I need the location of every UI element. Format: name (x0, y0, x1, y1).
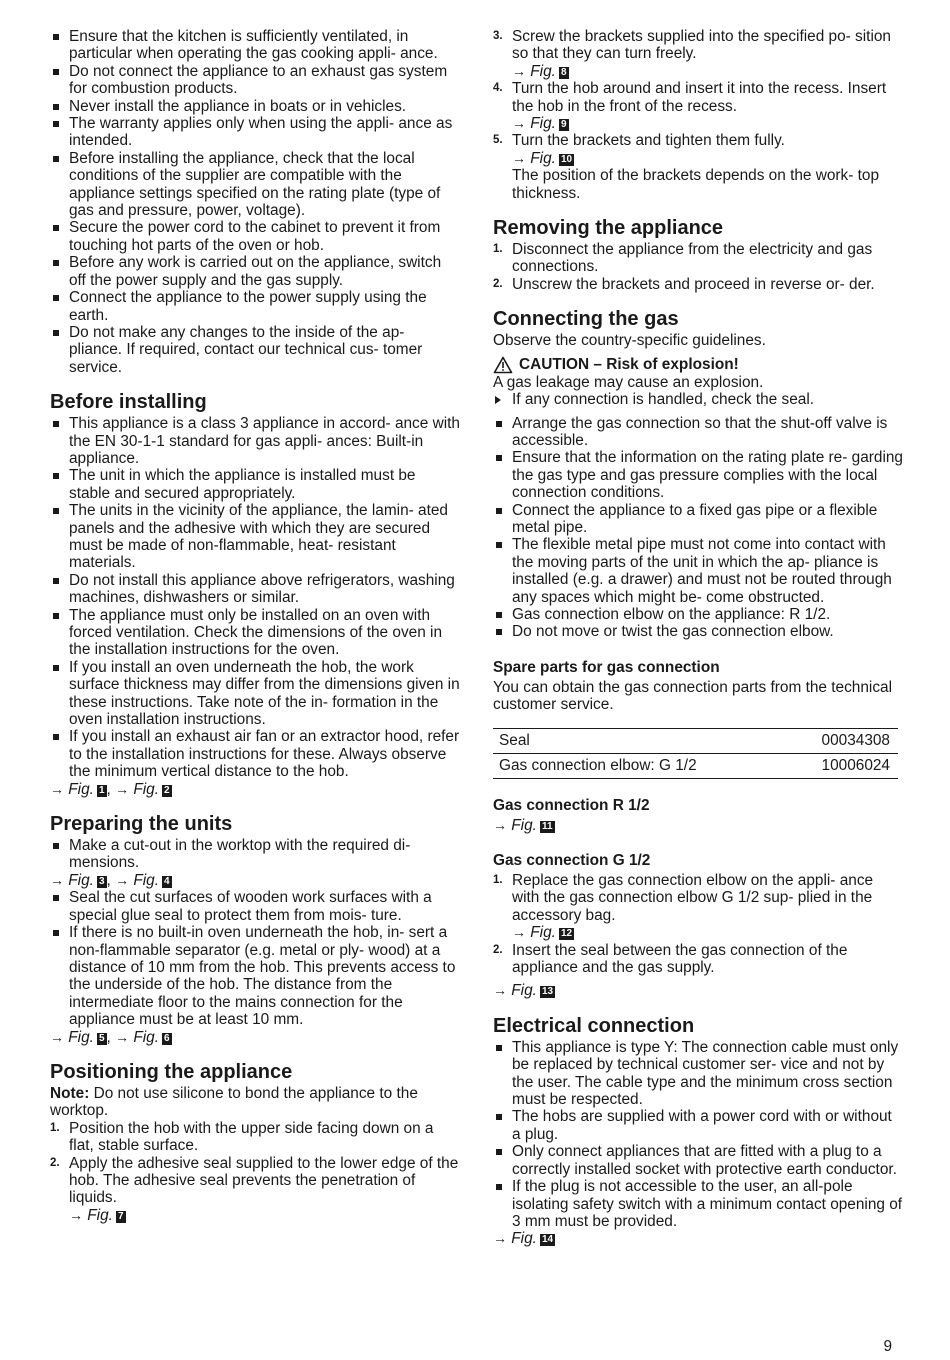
figure-reference: → Fig. 5 , → Fig. 6 (50, 1028, 170, 1046)
bullet-icon (53, 578, 59, 584)
bullet-icon (496, 629, 502, 635)
caution-text: A gas leakage may cause an explosion. (493, 373, 764, 391)
bullet-icon (496, 542, 502, 548)
bullet-icon (53, 69, 59, 75)
bullet-icon (496, 1184, 502, 1190)
list-item: Arrange the gas connection so that the shut-off valve is accessible. (493, 415, 903, 450)
figure-reference: → Fig. 3 , → Fig. 4 (50, 871, 170, 889)
list-item: Before any work is carried out on the appliance, switch off the power supply and the gas supply. (50, 254, 460, 289)
list-item: Never install the appliance in boats or in vehicles. (50, 98, 460, 115)
list-item: Do not make any changes to the inside of the ap- pliance. If required, contact our technical cus- tomer service. (50, 324, 460, 376)
list-item: Gas connection elbow on the appliance: R 1/2. (493, 606, 903, 623)
section-title-before-installing: Before installing (50, 391, 207, 414)
step-item: 1. Position the hob with the upper side facing down on a flat, stable surface. (50, 1119, 434, 1155)
bullet-icon (53, 421, 59, 427)
intro-bullet-list (50, 28, 460, 376)
bullet-icon (53, 121, 59, 127)
figure-number-badge: 11 (541, 820, 553, 832)
figure-reference: → Fig. 1 , → Fig. 2 (50, 780, 170, 798)
warning-triangle-icon (493, 356, 513, 374)
step-item: 4. Turn the hob around and insert it into the recess. Insert the hob in the front of the recess. (493, 80, 887, 115)
list-item: The hobs are supplied with a power cord with or without a plug. (493, 1108, 903, 1143)
arrow-right-icon: → (115, 1028, 130, 1045)
before-installing-list (50, 415, 460, 781)
figure-number-badge: 7 (117, 1210, 124, 1222)
list-item: This appliance is type Y: The connection cable must only be replaced by technical customer ser- vice and not by the user. The cable type and the minimum cross section must be respected. (493, 1039, 903, 1109)
bullet-icon (53, 104, 59, 110)
arrow-right-icon: → (69, 1206, 83, 1223)
arrow-right-icon: → (50, 871, 64, 888)
bullet-icon (53, 665, 59, 671)
arrow-right-icon: → (512, 62, 526, 79)
bullet-icon (496, 612, 502, 618)
right-column (493, 28, 903, 1248)
list-item: Do not install this appliance above refrigerators, washing machines, dishwashers or similar. (50, 572, 460, 607)
table-row (493, 728, 898, 753)
list-item: Connect the appliance to the power supply using the earth. (50, 289, 460, 324)
list-item: If there is no built-in oven underneath the hob, in- sert a non-flammable separator (e.g. metal or ply- wood) at a distance of 10 mm from the hob. This prevents access to the underside of the hob. The distance from the intermediate floor to the mains connection for the appliance must be at least 10 mm. (50, 924, 460, 1028)
subsection-title-spare-parts: Spare parts for gas connection (493, 658, 720, 676)
figure-number-badge: 2 (164, 784, 170, 796)
spare-parts-text: You can obtain the gas connection parts from the technical customer service. (493, 678, 892, 714)
list-item: Secure the power cord to the cabinet to prevent it from touching hot parts of the oven or hob. (50, 219, 460, 254)
arrow-right-icon: → (512, 115, 526, 132)
list-item: Ensure that the information on the rating plate re- garding the gas type and gas pressure complies with the local connection conditions. (493, 449, 903, 501)
list-item: Do not connect the appliance to an exhaust gas system for combustion products. (50, 63, 460, 98)
section-title-preparing-units: Preparing the units (50, 813, 233, 836)
list-item: The unit in which the appliance is installed must be stable and secured appropriately. (50, 467, 460, 502)
step-item: 3. Screw the brackets supplied into the specified po- sition so that they can turn freely. (493, 28, 891, 63)
arrow-right-icon: → (50, 780, 64, 797)
list-item: Seal the cut surfaces of wooden work surfaces with a special glue seal to protect them from mois- ture. (50, 889, 460, 924)
bullet-icon (496, 508, 502, 514)
arrow-right-icon: → (493, 982, 507, 999)
part-code: 10006024 (783, 753, 898, 778)
section-title-connecting-gas: Connecting the gas (493, 308, 679, 331)
left-column (50, 28, 460, 1224)
list-item: This appliance is a class 3 appliance in accord- ance with the EN 30-1-1 standard for gas appli- ances: Built-in appliance. (50, 415, 460, 467)
list-item: The appliance must only be installed on an oven with forced ventilation. Check the dimensions of the oven in the installation instructions for the oven. (50, 607, 460, 659)
arrow-right-icon: → (50, 1028, 64, 1045)
figure-number-badge: 1 (98, 784, 105, 796)
bullet-icon (53, 156, 59, 162)
figure-number-badge: 3 (98, 875, 105, 887)
figure-number-badge: 14 (541, 1234, 554, 1246)
step-item: 1. Replace the gas connection elbow on the appli- ance with the gas connection elbow G 1/2 sup- plied in the accessory bag. (493, 872, 874, 924)
step-item: 2. Apply the adhesive seal supplied to the lower edge of the hob. The adhesive seal prevents the penetration of liquids. (50, 1154, 459, 1207)
bullet-icon (53, 843, 59, 849)
part-name: Seal (493, 728, 783, 753)
list-item: Connect the appliance to a fixed gas pipe or a flexible metal pipe. (493, 502, 903, 537)
figure-number-badge: 5 (98, 1032, 105, 1044)
section-title-removing: Removing the appliance (493, 217, 724, 240)
bullet-icon (53, 225, 59, 231)
bullet-icon (53, 473, 59, 479)
bullet-icon (53, 508, 59, 514)
list-item: Only connect appliances that are fitted with a plug to a correctly installed socket with protective earth conductor. (493, 1143, 903, 1178)
spare-parts-table (493, 728, 898, 779)
list-item: Ensure that the kitchen is sufficiently ventilated, in particular when operating the gas cooking appli- ance. (50, 28, 460, 63)
figure-number-badge: 4 (164, 875, 170, 887)
step-item: 5. Turn the brackets and tighten them fully. (493, 132, 785, 150)
figure-reference: → Fig. 13 (493, 982, 554, 1000)
list-item: If you install an oven underneath the hob, the work surface thickness may differ from the dimensions given in these instructions. Take note of the in- formation in the oven installation instructions. (50, 659, 460, 729)
intro-text: Observe the country-specific guidelines. (493, 332, 766, 350)
figure-number-badge: 8 (560, 66, 567, 78)
bullet-icon (53, 330, 59, 336)
bullet-icon (53, 734, 59, 740)
figure-reference: → Fig. 10 (512, 149, 573, 167)
bullet-icon (53, 34, 59, 40)
bullet-icon (496, 1045, 502, 1051)
figure-reference: → Fig. 9 (512, 115, 567, 133)
arrow-right-icon: → (115, 871, 130, 888)
page-number: 9 (883, 1338, 892, 1355)
bullet-icon (53, 895, 59, 901)
bullet-icon (496, 1114, 502, 1120)
bullet-icon (496, 455, 502, 461)
subsection-title-gas-g12: Gas connection G 1/2 (493, 852, 651, 869)
list-item: Make a cut-out in the worktop with the required di- mensions. (50, 837, 460, 872)
bullet-icon (53, 260, 59, 266)
figure-reference: → Fig. 12 (512, 924, 573, 942)
action-arrow-icon (495, 396, 501, 404)
figure-reference: → Fig. 7 (69, 1206, 124, 1224)
action-item: If any connection is handled, check the seal. (493, 391, 903, 408)
arrow-right-icon: → (512, 924, 526, 941)
bullet-icon (496, 1149, 502, 1155)
figure-number-badge: 10 (560, 153, 573, 165)
bullet-icon (496, 421, 502, 427)
part-name: Gas connection elbow: G 1/2 (493, 753, 783, 778)
note-paragraph: Note: Do not use silicone to bond the appliance to the worktop. (50, 1084, 418, 1120)
list-item: Before installing the appliance, check that the local conditions of the supplier are compatible with the appliance settings specified on the rating plate (type of gas and pressure, power, voltage). (50, 150, 460, 220)
subsection-title-gas-r12: Gas connection R 1/2 (493, 796, 650, 814)
step-item: 1. Disconnect the appliance from the electricity and gas connections. (493, 241, 873, 276)
part-code: 00034308 (783, 728, 898, 753)
step-item: 2. Unscrew the brackets and proceed in reverse or- der. (493, 275, 875, 293)
list-item: The warranty applies only when using the appli- ance as intended. (50, 115, 460, 150)
arrow-right-icon: → (493, 816, 507, 833)
bullet-icon (53, 613, 59, 619)
list-item: If you install an exhaust air fan or an extractor hood, refer to the installation instructions for these. Always observe the minimum vertical distance to the hob. (50, 728, 460, 780)
arrow-right-icon: → (115, 780, 130, 797)
table-row (493, 753, 898, 778)
figure-reference: → Fig. 8 (512, 62, 567, 80)
figure-reference: → Fig. 11 (493, 816, 553, 834)
bullet-icon (53, 295, 59, 301)
section-title-electrical: Electrical connection (493, 1014, 695, 1037)
figure-number-badge: 12 (560, 928, 573, 940)
list-item: If the plug is not accessible to the user, an all-pole isolating safety switch with a minimum contact opening of 3 mm must be provided. (493, 1178, 903, 1230)
caution-heading: CAUTION – Risk of explosion! (493, 356, 903, 374)
figure-number-badge: 9 (560, 119, 567, 131)
list-item: The units in the vicinity of the appliance, the lamin- ated panels and the adhesive with which they are secured must be made of non-flammable, heat- resistant materials. (50, 502, 460, 572)
list-item: The flexible metal pipe must not come into contact with the moving parts of the unit in which the ap- pliance is installed (e.g. a drawer) and must not be routed through any spaces which might be- come obstructed. (493, 536, 903, 606)
figure-reference: → Fig. 14 (493, 1230, 554, 1248)
arrow-right-icon: → (493, 1230, 507, 1247)
step-item: 2. Insert the seal between the gas connection of the appliance and the gas supply. (493, 941, 848, 977)
step-result-text: The position of the brackets depends on the work- top thickness. (512, 167, 880, 202)
list-item: Do not move or twist the gas connection elbow. (493, 623, 903, 640)
arrow-right-icon: → (512, 149, 526, 166)
bullet-icon (53, 930, 59, 936)
figure-number-badge: 13 (541, 986, 554, 998)
figure-number-badge: 6 (164, 1032, 170, 1044)
section-title-positioning: Positioning the appliance (50, 1060, 293, 1083)
